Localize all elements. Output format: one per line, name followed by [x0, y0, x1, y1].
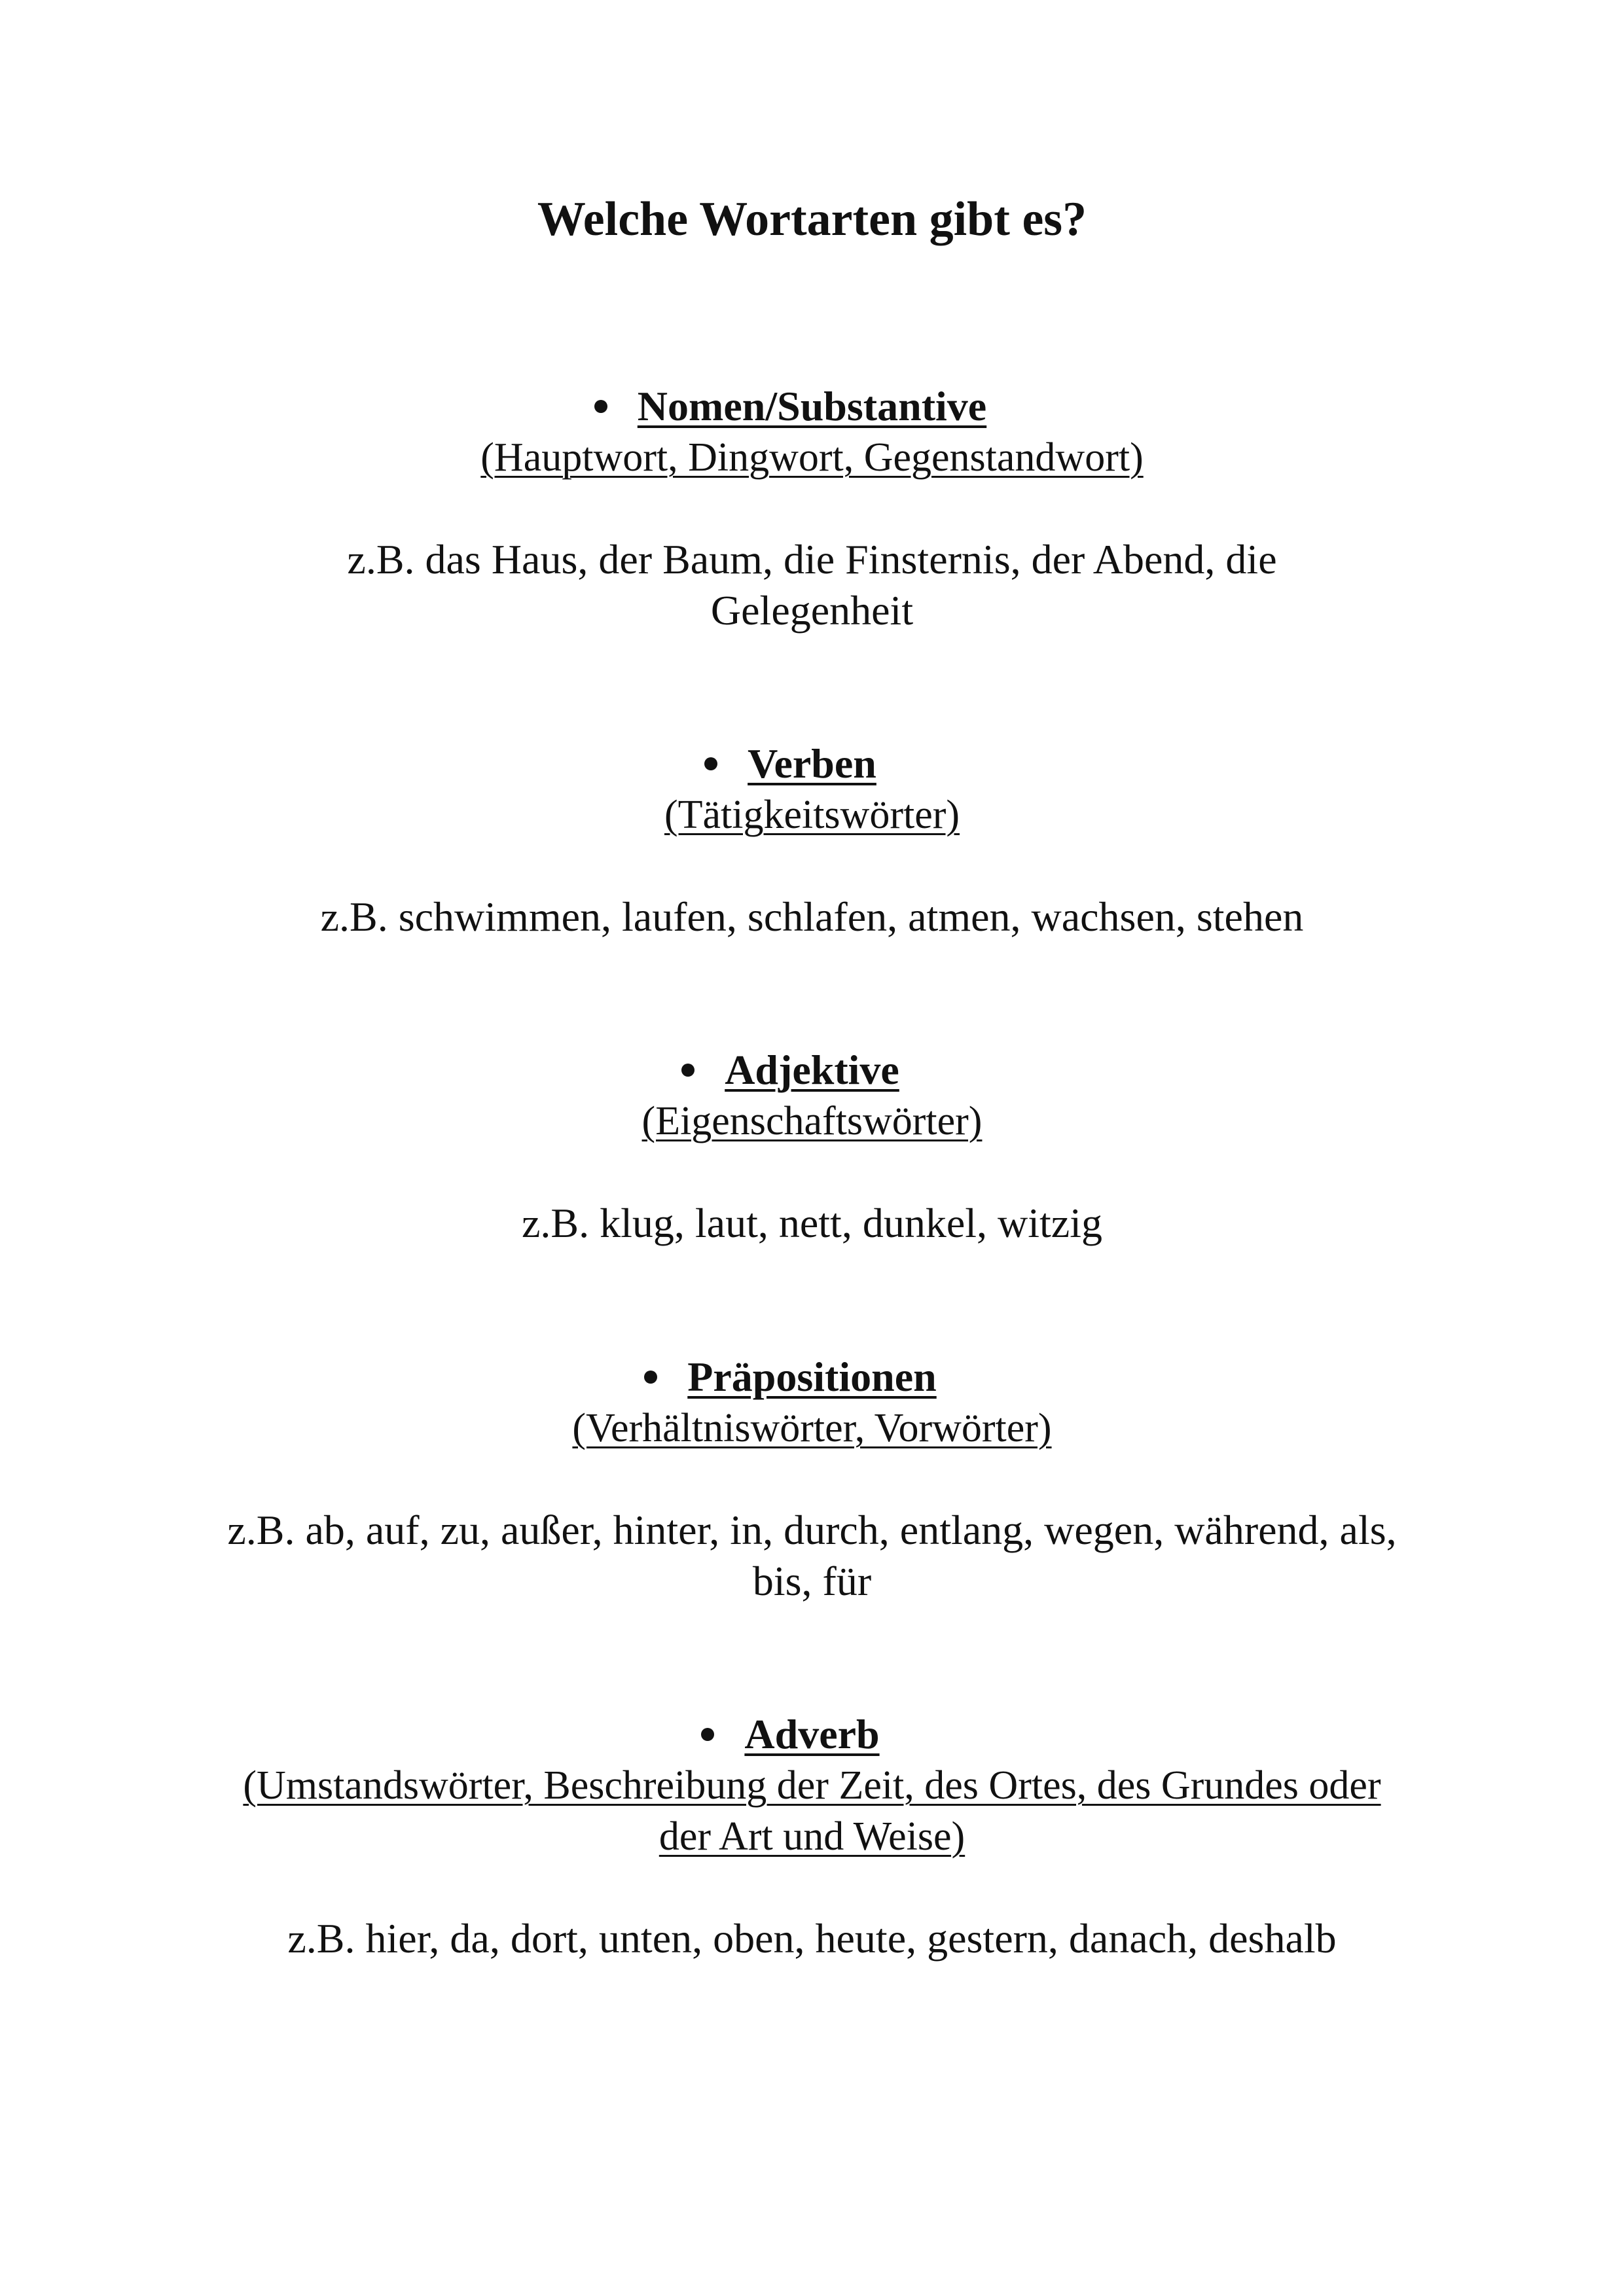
section-nomen — [0, 381, 1624, 636]
section-heading — [748, 738, 876, 789]
section-subtitle: (Tätigkeitswörter) — [664, 793, 960, 837]
page-title: Welche Wortarten gibt es? — [537, 192, 1087, 246]
section-example: z.B. das Haus, der Baum, die Finsternis, der Abend, die Gelegenheit — [347, 536, 1277, 634]
section-subtitle: (Eigenschaftswörter) — [641, 1099, 983, 1143]
section-heading — [638, 381, 986, 432]
heading-text: Nomen/Substantive — [637, 383, 987, 429]
section-example: z.B. ab, auf, zu, außer, hinter, in, durch, entlang, wegen, während, als, bis, für — [227, 1507, 1397, 1604]
heading-text: Präpositionen — [687, 1354, 937, 1400]
section-praepositionen — [0, 1352, 1624, 1607]
section-adverb — [0, 1709, 1624, 1964]
heading-text: Adjektive — [725, 1047, 899, 1093]
section-adjektive — [0, 1045, 1624, 1249]
bullet-icon — [681, 1064, 695, 1077]
section-example: z.B. klug, laut, nett, dunkel, witzig — [522, 1200, 1102, 1246]
bullet-icon — [644, 1371, 657, 1384]
section-subtitle: (Umstandswörter, Beschreibung der Zeit, des Ortes, des Grundes oder der Art und Weise) — [243, 1763, 1381, 1859]
bullet-icon — [704, 757, 717, 770]
heading-text: Adverb — [744, 1711, 880, 1757]
section-heading — [744, 1709, 879, 1760]
bullet-icon — [594, 400, 607, 413]
section-example: z.B. hier, da, dort, unten, oben, heute, gestern, danach, deshalb — [287, 1915, 1337, 1962]
section-subtitle: (Verhältniswörter, Vorwörter) — [572, 1406, 1052, 1450]
section-subtitle: (Hauptwort, Dingwort, Gegenstandwort) — [480, 435, 1144, 480]
section-verben — [0, 738, 1624, 942]
section-heading — [725, 1045, 899, 1096]
heading-text: Verben — [748, 740, 876, 787]
bullet-icon — [701, 1728, 714, 1741]
section-example: z.B. schwimmen, laufen, schlafen, atmen, wachsen, stehen — [320, 893, 1304, 940]
section-heading — [687, 1352, 936, 1403]
